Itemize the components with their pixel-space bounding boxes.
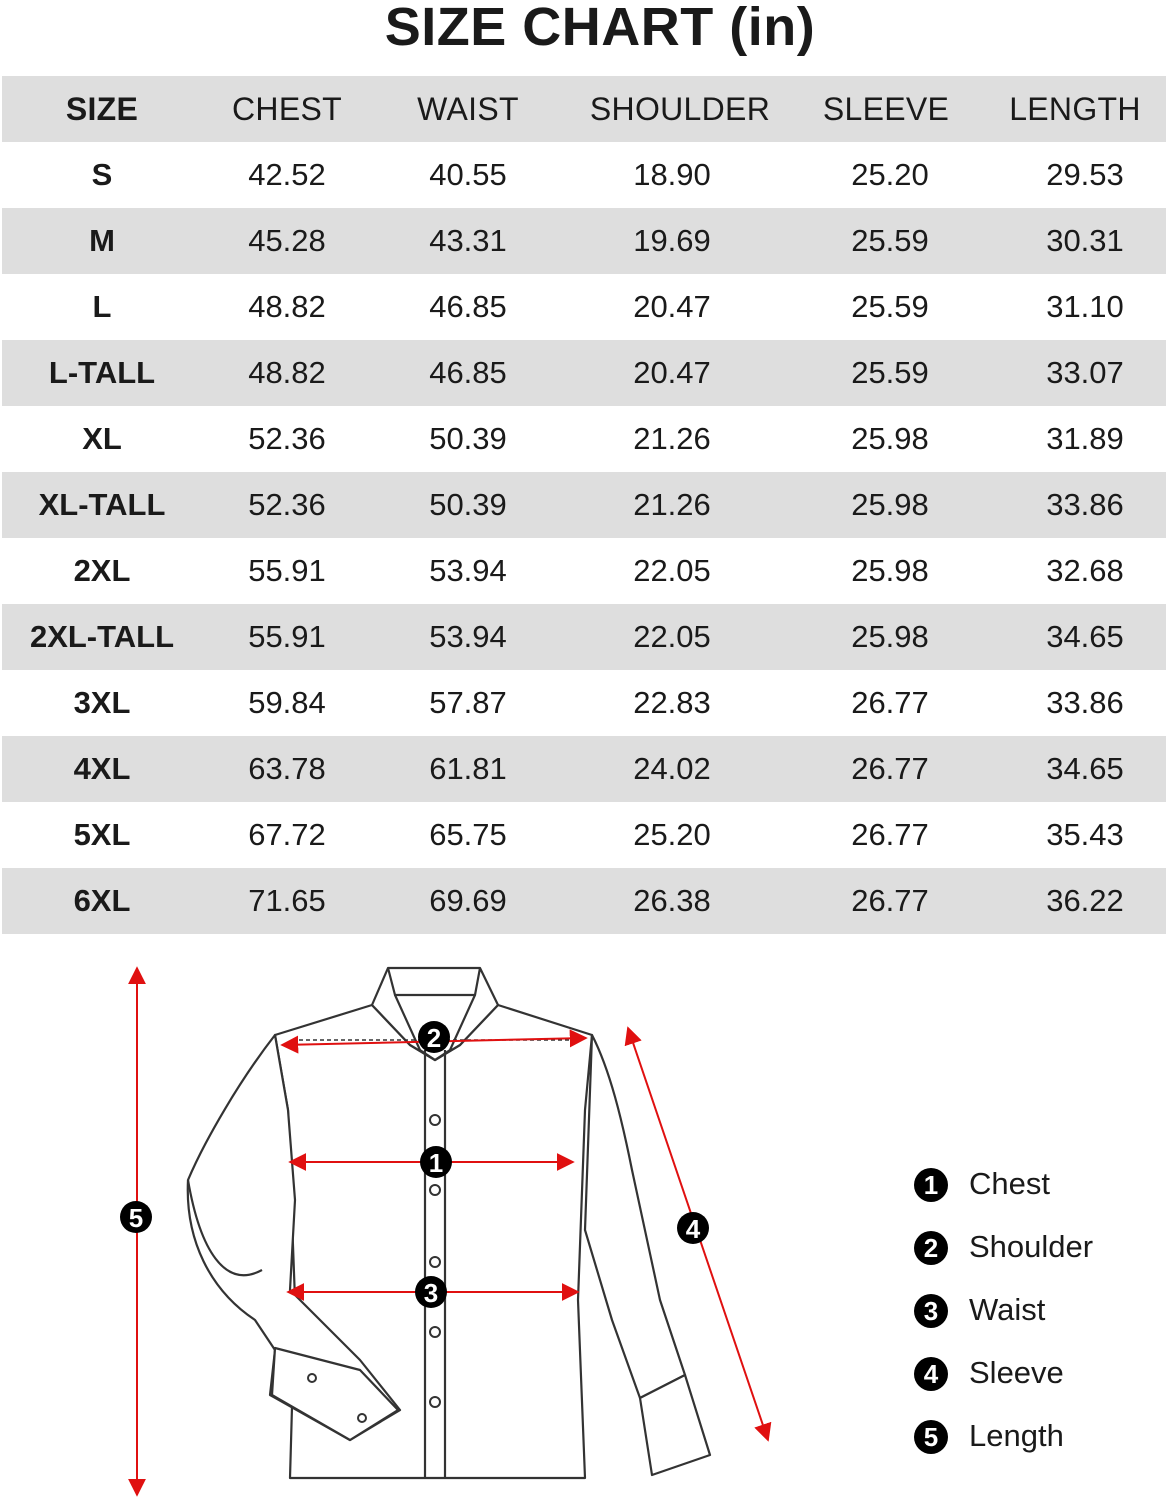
- cell-shoulder: 21.26: [633, 421, 711, 456]
- legend-label: Waist: [969, 1292, 1046, 1327]
- marker-1: [420, 1146, 452, 1178]
- cell-sleeve: 26.77: [851, 817, 929, 852]
- svg-text:4: 4: [685, 1214, 701, 1244]
- cell-waist: 46.85: [429, 289, 507, 324]
- cell-chest: 55.91: [248, 553, 326, 588]
- cell-waist: 53.94: [429, 553, 507, 588]
- cell-size: 2XL-TALL: [29, 619, 175, 654]
- cell-shoulder: 25.20: [633, 817, 711, 852]
- cell-sleeve: 25.59: [851, 355, 929, 390]
- cell-waist: 61.81: [429, 751, 507, 786]
- table-row: [2, 736, 1166, 802]
- table-row: [2, 604, 1166, 670]
- cell-size: XL-TALL: [38, 487, 166, 522]
- svg-text:3: 3: [423, 1278, 439, 1308]
- table-row: [2, 538, 1166, 604]
- legend-number-badge: 3: [914, 1294, 948, 1328]
- cell-shoulder: 22.83: [633, 685, 711, 720]
- svg-text:5: 5: [128, 1203, 144, 1233]
- cell-length: 33.86: [1046, 487, 1124, 522]
- cell-shoulder: 19.69: [633, 223, 711, 258]
- cell-sleeve: 25.20: [851, 157, 929, 192]
- cell-size: L: [92, 289, 112, 324]
- cell-length: 30.31: [1046, 223, 1124, 258]
- cell-chest: 71.65: [248, 883, 326, 918]
- svg-text:2: 2: [426, 1023, 442, 1053]
- table-row: [2, 472, 1166, 538]
- legend-label: Chest: [969, 1166, 1050, 1201]
- cell-sleeve: 26.77: [851, 883, 929, 918]
- cell-length: 29.53: [1046, 157, 1124, 192]
- marker-5: [120, 1201, 152, 1233]
- cell-shoulder: 22.05: [633, 553, 711, 588]
- legend-label: Shoulder: [969, 1229, 1094, 1264]
- cell-waist: 50.39: [429, 421, 507, 456]
- cell-size: 3XL: [73, 685, 131, 720]
- cell-shoulder: 22.05: [633, 619, 711, 654]
- table-row: [2, 142, 1166, 208]
- cell-length: 36.22: [1046, 883, 1124, 918]
- legend-label: Sleeve: [969, 1355, 1064, 1390]
- cell-shoulder: 20.47: [633, 355, 711, 390]
- cell-length: 31.89: [1046, 421, 1124, 456]
- cell-length: 31.10: [1046, 289, 1124, 324]
- header-length: LENGTH: [1009, 91, 1141, 127]
- cell-waist: 57.87: [429, 685, 507, 720]
- cell-size: 5XL: [73, 817, 131, 852]
- cell-sleeve: 25.59: [851, 223, 929, 258]
- cell-waist: 46.85: [429, 355, 507, 390]
- page-title: SIZE CHART (in): [384, 0, 816, 57]
- cell-sleeve: 25.98: [851, 553, 929, 588]
- legend-number-badge: 2: [914, 1231, 948, 1265]
- header-chest: CHEST: [232, 91, 342, 127]
- table-row: [2, 274, 1166, 340]
- cell-size: XL: [82, 421, 122, 456]
- cell-length: 32.68: [1046, 553, 1124, 588]
- cell-chest: 67.72: [248, 817, 326, 852]
- cell-shoulder: 26.38: [633, 883, 711, 918]
- cell-size: 6XL: [73, 883, 131, 918]
- marker-4: [677, 1212, 709, 1244]
- cell-sleeve: 25.98: [851, 487, 929, 522]
- cell-chest: 45.28: [248, 223, 326, 258]
- cell-sleeve: 26.77: [851, 685, 929, 720]
- cell-chest: 59.84: [248, 685, 326, 720]
- cell-size: S: [91, 157, 113, 192]
- cell-sleeve: 25.59: [851, 289, 929, 324]
- size-table: [2, 76, 1166, 934]
- table-row: [2, 868, 1166, 934]
- header-shoulder: SHOULDER: [589, 91, 771, 127]
- cell-sleeve: 26.77: [851, 751, 929, 786]
- marker-3: [415, 1276, 447, 1308]
- header-sleeve: SLEEVE: [822, 91, 950, 127]
- table-header-row: [2, 76, 1166, 142]
- cell-shoulder: 24.02: [633, 751, 711, 786]
- cell-shoulder: 21.26: [633, 487, 711, 522]
- cell-shoulder: 18.90: [633, 157, 711, 192]
- table-row: [2, 802, 1166, 868]
- cell-waist: 40.55: [429, 157, 507, 192]
- cell-waist: 50.39: [429, 487, 507, 522]
- legend-number-badge: 5: [914, 1420, 948, 1454]
- cell-waist: 69.69: [429, 883, 507, 918]
- legend-number-badge: 1: [914, 1168, 948, 1202]
- cell-size: 4XL: [73, 751, 131, 786]
- cell-length: 33.86: [1046, 685, 1124, 720]
- header-waist: WAIST: [417, 91, 519, 127]
- cell-chest: 42.52: [248, 157, 326, 192]
- cell-waist: 53.94: [429, 619, 507, 654]
- cell-sleeve: 25.98: [851, 619, 929, 654]
- cell-chest: 55.91: [248, 619, 326, 654]
- cell-waist: 43.31: [429, 223, 507, 258]
- table-row: [2, 670, 1166, 736]
- cell-shoulder: 20.47: [633, 289, 711, 324]
- cell-length: 34.65: [1046, 751, 1124, 786]
- shirt-outline: [188, 968, 710, 1478]
- cell-waist: 65.75: [429, 817, 507, 852]
- marker-2: [418, 1021, 450, 1053]
- cell-size: L-TALL: [48, 355, 156, 390]
- svg-text:1: 1: [428, 1148, 444, 1178]
- cell-length: 34.65: [1046, 619, 1124, 654]
- cell-length: 33.07: [1046, 355, 1124, 390]
- legend-number-badge: 4: [914, 1357, 948, 1391]
- cell-chest: 48.82: [248, 289, 326, 324]
- cell-chest: 52.36: [248, 421, 326, 456]
- table-row: [2, 406, 1166, 472]
- cell-length: 35.43: [1046, 817, 1124, 852]
- table-row: [2, 340, 1166, 406]
- cell-chest: 63.78: [248, 751, 326, 786]
- header-size: SIZE: [65, 91, 139, 127]
- cell-size: 2XL: [73, 553, 131, 588]
- legend-label: Length: [969, 1418, 1064, 1453]
- cell-chest: 52.36: [248, 487, 326, 522]
- cell-chest: 48.82: [248, 355, 326, 390]
- cell-size: M: [89, 223, 115, 258]
- table-row: [2, 208, 1166, 274]
- cell-sleeve: 25.98: [851, 421, 929, 456]
